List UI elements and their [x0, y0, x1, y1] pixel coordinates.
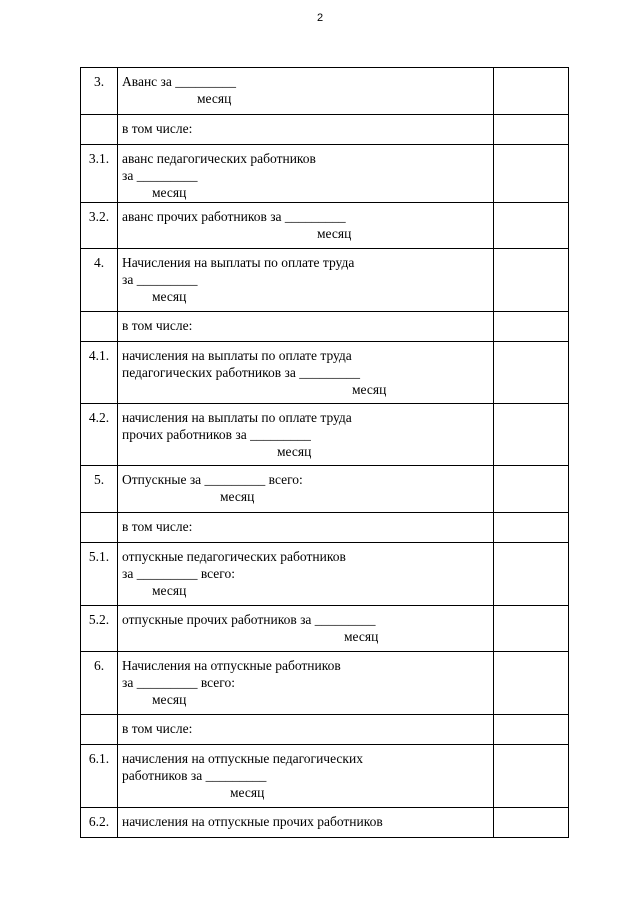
item-description: [118, 606, 494, 652]
item-number: 5.: [81, 466, 118, 513]
value-cell[interactable]: [494, 513, 569, 543]
description-line: прочих работников за _________: [122, 427, 311, 442]
item-description: [118, 745, 494, 808]
item-description: [118, 652, 494, 715]
description-line: за _________: [122, 168, 198, 183]
description-line: Отпускные за _________ всего:: [122, 472, 303, 487]
period-caption: месяц: [230, 785, 265, 800]
description-line: в том числе:: [122, 519, 193, 534]
description-line: начисления на отпускные прочих работников: [122, 814, 383, 829]
description-line: в том числе:: [122, 721, 193, 736]
value-cell[interactable]: [494, 404, 569, 466]
item-number: [81, 715, 118, 745]
value-cell[interactable]: [494, 249, 569, 312]
item-description: [118, 466, 494, 513]
item-description: [118, 808, 494, 838]
item-description: [118, 715, 494, 745]
report-table: [80, 67, 569, 838]
description-line: педагогических работников за _________: [122, 365, 360, 380]
item-description: [118, 543, 494, 606]
table-row: [81, 808, 569, 838]
period-caption: месяц: [152, 185, 187, 200]
table-row: [81, 543, 569, 606]
item-description: [118, 404, 494, 466]
table-row: [81, 203, 569, 249]
description-line: начисления на выплаты по оплате труда: [122, 348, 352, 363]
item-number: 6.: [81, 652, 118, 715]
table-row: [81, 466, 569, 513]
value-cell[interactable]: [494, 145, 569, 203]
period-caption: месяц: [152, 692, 187, 707]
item-description: [118, 249, 494, 312]
report-table-body: [81, 68, 569, 838]
description-line: аванс педагогических работников: [122, 151, 316, 166]
description-line: Начисления на отпускные работников: [122, 658, 341, 673]
item-number: 6.1.: [81, 745, 118, 808]
value-cell[interactable]: [494, 808, 569, 838]
table-row: [81, 652, 569, 715]
value-cell[interactable]: [494, 312, 569, 342]
period-caption: месяц: [277, 444, 312, 459]
period-caption: месяц: [352, 382, 387, 397]
table-row: [81, 404, 569, 466]
description-line: отпускные прочих работников за _________: [122, 612, 376, 627]
value-cell[interactable]: [494, 543, 569, 606]
item-number: 6.2.: [81, 808, 118, 838]
description-line: работников за _________: [122, 768, 267, 783]
description-line: за _________ всего:: [122, 566, 235, 581]
item-number: 4.: [81, 249, 118, 312]
table-row: [81, 606, 569, 652]
description-line: начисления на выплаты по оплате труда: [122, 410, 352, 425]
item-number: [81, 312, 118, 342]
period-caption: месяц: [344, 629, 379, 644]
description-line: отпускные педагогических работников: [122, 549, 346, 564]
period-caption: месяц: [152, 583, 187, 598]
period-caption: месяц: [220, 489, 255, 504]
table-row: [81, 715, 569, 745]
value-cell[interactable]: [494, 203, 569, 249]
table-row: [81, 312, 569, 342]
table-row: [81, 745, 569, 808]
value-cell[interactable]: [494, 466, 569, 513]
value-cell[interactable]: [494, 715, 569, 745]
page-number: 2: [316, 12, 324, 24]
description-line: за _________ всего:: [122, 675, 235, 690]
item-description: [118, 115, 494, 145]
description-line: начисления на отпускные педагогических: [122, 751, 363, 766]
table-row: [81, 342, 569, 404]
item-number: [81, 115, 118, 145]
period-caption: месяц: [197, 91, 232, 106]
description-line: Начисления на выплаты по оплате труда: [122, 255, 355, 270]
item-description: [118, 68, 494, 115]
value-cell[interactable]: [494, 745, 569, 808]
table-row: [81, 68, 569, 115]
value-cell[interactable]: [494, 115, 569, 145]
table-row: [81, 513, 569, 543]
item-description: [118, 145, 494, 203]
description-line: аванс прочих работников за _________: [122, 209, 346, 224]
item-number: 3.2.: [81, 203, 118, 249]
value-cell[interactable]: [494, 606, 569, 652]
item-number: 4.2.: [81, 404, 118, 466]
item-number: 3.1.: [81, 145, 118, 203]
description-line: Аванс за _________: [122, 74, 236, 89]
item-description: [118, 342, 494, 404]
description-line: в том числе:: [122, 318, 193, 333]
item-description: [118, 203, 494, 249]
period-caption: месяц: [317, 226, 352, 241]
table-row: [81, 145, 569, 203]
table-row: [81, 249, 569, 312]
value-cell[interactable]: [494, 342, 569, 404]
value-cell[interactable]: [494, 68, 569, 115]
description-line: за _________: [122, 272, 198, 287]
table-row: [81, 115, 569, 145]
item-number: 5.2.: [81, 606, 118, 652]
item-number: 4.1.: [81, 342, 118, 404]
value-cell[interactable]: [494, 652, 569, 715]
period-caption: месяц: [152, 289, 187, 304]
item-number: 5.1.: [81, 543, 118, 606]
item-description: [118, 513, 494, 543]
item-number: 3.: [81, 68, 118, 115]
item-description: [118, 312, 494, 342]
item-number: [81, 513, 118, 543]
description-line: в том числе:: [122, 121, 193, 136]
